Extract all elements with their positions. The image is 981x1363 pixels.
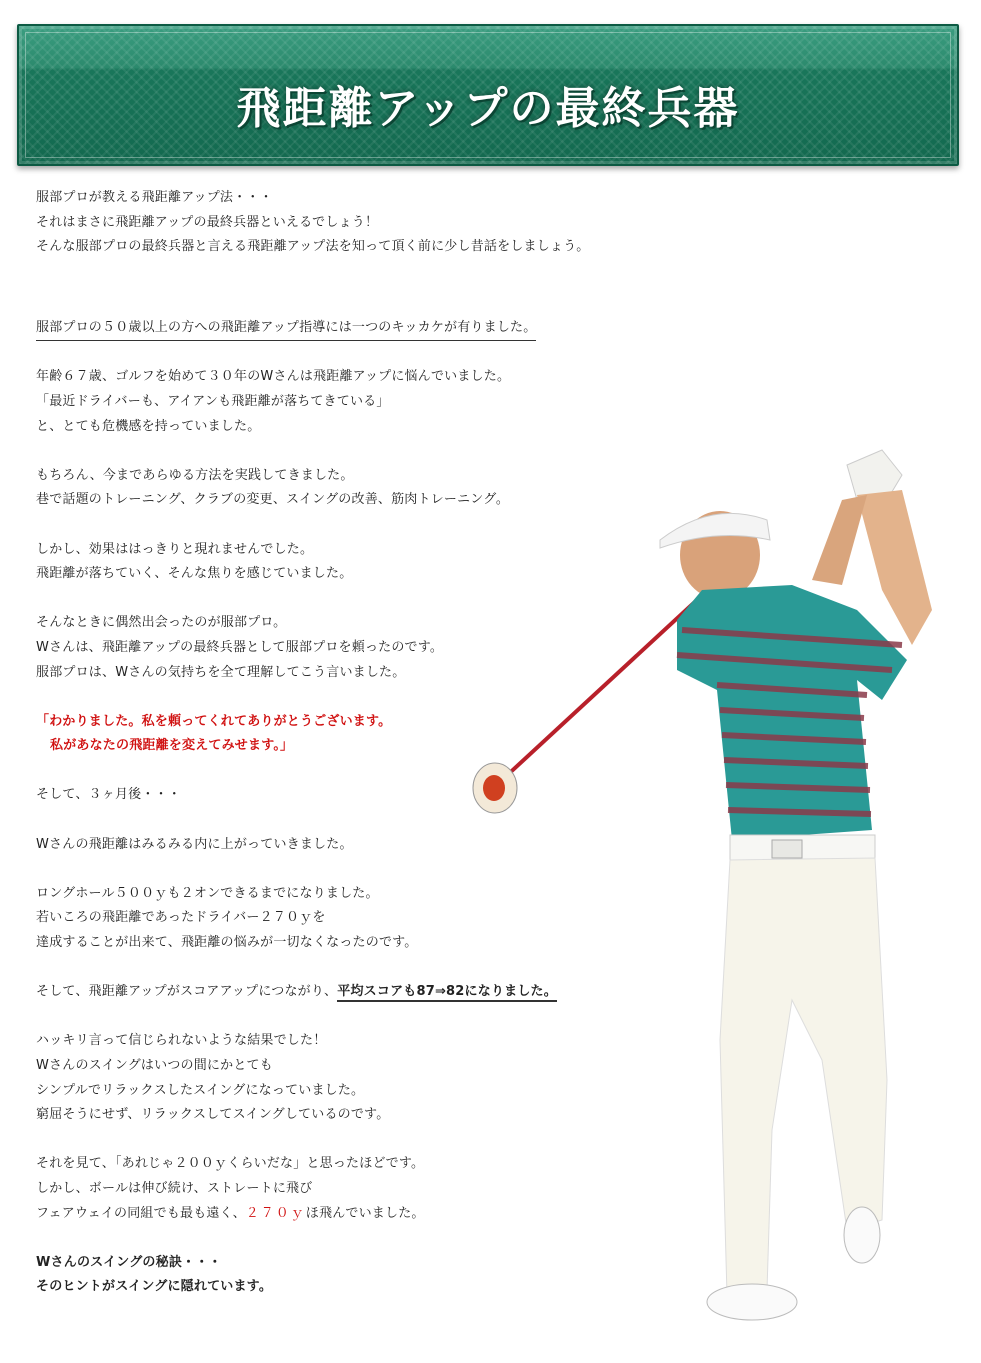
distance-line: しかし、ボールは伸び続け、ストレートに飛び <box>36 1180 313 1196</box>
intro-line: 服部プロが教える飛距離アップ法・・・ <box>36 190 273 205</box>
story-line: Wさんは、飛距離アップの最終兵器として服部プロを頼ったのです。 <box>36 639 444 655</box>
result-line: 達成することが出来て、飛距離の悩みが一切なくなったのです。 <box>36 935 418 951</box>
intro-line: そんな服部プロの最終兵器と言える飛距離アップ法を知って頂く前に少し昔話をしましょう。 <box>36 239 590 255</box>
story-line: そんなときに偶然出会ったのが服部プロ。 <box>36 615 287 631</box>
result-line: ロングホール５００ｙも２オンできるまでになりました。 <box>36 885 379 901</box>
story-line: 年齢６７歳、ゴルフを始めて３０年のWさんは飛距離アップに悩んでいました。 <box>36 369 511 385</box>
result-line: Wさんの飛距離はみるみる内に上がっていきました。 <box>36 836 353 852</box>
distance-prefix: フェアウェイの同組でも最も遠く、 <box>36 1205 246 1221</box>
lead-underlined: 服部プロの５０歳以上の方への飛距離アップ指導には一つのキッカケが有りました。 <box>36 318 536 341</box>
article-body <box>36 186 676 1300</box>
surprise-line: ハッキリ言って信じられないような結果でした！ <box>36 1033 327 1049</box>
distance-line: それを見て、「あれじゃ２００ｙくらいだな」と思ったほどです。 <box>36 1156 425 1172</box>
distance-line <box>36 1202 676 1227</box>
story-line: もちろん、今まであらゆる方法を実践してきました。 <box>36 467 354 483</box>
story-line: 飛距離が落ちていく、そんな焦りを感じていました。 <box>36 566 353 582</box>
surprise-line: シンプルでリラックスしたスイングになっていました。 <box>36 1082 365 1098</box>
story-line: 「最近ドライバーも、アイアンも飛距離が落ちてきている」 <box>36 393 390 409</box>
score-prefix: そして、飛距離アップがスコアアップにつながり、 <box>36 984 338 1000</box>
banner-title: 飛距離アップの最終兵器 <box>236 83 740 134</box>
closing-line: そのヒントがスイングに隠れています。 <box>36 1279 273 1295</box>
distance-suffix: ほ飛んでいました。 <box>305 1205 425 1221</box>
quote-line: 「わかりました。私を頼ってくれてありがとうございます。 <box>36 713 392 729</box>
belt-buckle <box>772 840 802 858</box>
after-line: そして、３ヶ月後・・・ <box>36 787 181 803</box>
surprise-line: Wさんのスイングはいつの間にかとても <box>36 1058 273 1073</box>
intro-line: それはまさに飛距離アップの最終兵器といえるでしょう！ <box>36 214 379 230</box>
score-line <box>36 980 676 1005</box>
score-highlight: 平均スコアも87⇒82になりました。 <box>337 984 557 1002</box>
title-banner <box>17 24 959 166</box>
closing-line: Wさんのスイングの秘訣・・・ <box>36 1254 222 1270</box>
story-line: と、とても危機感を持っていました。 <box>36 418 261 434</box>
result-line: 若いころの飛距離であったドライバー２７０ｙを <box>36 910 326 926</box>
distance-red: ２７０ｙ <box>245 1205 306 1221</box>
surprise-line: 窮屈そうにせず、リラックスしてスイングしているのです。 <box>36 1107 390 1123</box>
story-line: 巷で話題のトレーニング、クラブの変更、スイングの改善、筋肉トレーニング。 <box>36 492 510 508</box>
story-line: しかし、効果ははっきりと現れませんでした。 <box>36 541 314 557</box>
right-arm <box>812 495 867 585</box>
left-shoe <box>707 1284 797 1320</box>
quote-line: 私があなたの飛距離を変えてみせます。」 <box>50 738 294 754</box>
lead-line <box>36 316 676 341</box>
story-line: 服部プロは、Wさんの気持ちを全て理解してこう言いました。 <box>36 664 406 680</box>
right-shoe <box>844 1207 880 1263</box>
